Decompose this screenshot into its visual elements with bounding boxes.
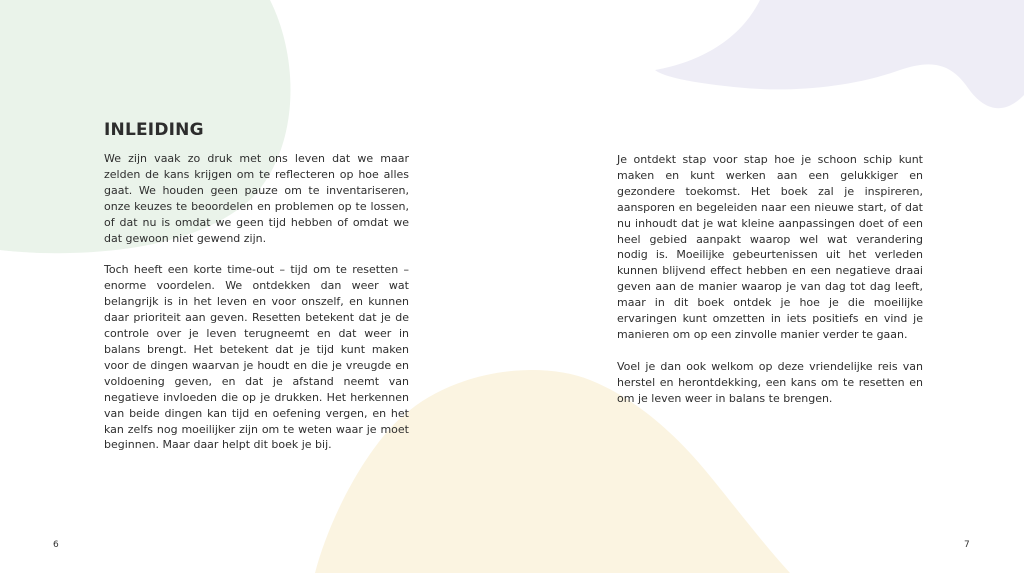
paragraph: Voel je dan ook welkom op deze vriendelijke reis van herstel en herontdekking, een kans om te resetten en om je leven weer in balans te brengen. bbox=[617, 359, 923, 405]
right-page bbox=[512, 0, 1024, 573]
paragraph: Je ontdekt stap voor stap hoe je schoon schip kunt maken en kunt werken aan een gelukkiger en gezondere toekomst. Het boek zal je inspireren, aansporen en begeleiden naar een nieuwe start, of dat nu inhoudt dat je wat kleine aanpassingen doet of een heel gebied aanpakt waarop wel wat verandering nodig is. Moeilijke gebeurtenissen uit het verleden kunnen blijvend effect hebben en een negatieve draai geven aan de manier waarop je van dag tot dag leeft, maar in dit boek ontdek je hoe je die moeilijke ervaringen kunt omzetten in iets positiefs en vind je manieren om op een zinvolle manier verder te gaan. bbox=[617, 153, 923, 341]
page-number-right: 7 bbox=[964, 540, 970, 550]
paragraph: Toch heeft een korte time-out – tijd om te resetten – enorme voordelen. We ontdekken dan weer wat belangrijk is in het leven en voor onszelf, en kunnen daar prioriteit aan geven. Resetten betekent dat je de controle over je leven terugneemt en dat weer in balans brengt. Het betekent dat je tijd kunt maken voor de dingen waarvan je houdt en die je vreugde en voldoening geven, en dat je afstand neemt van negatieve invloeden die op je drukken. Het herkennen van beide dingen kan tijd en oefening vergen, en het kan zelfs nog moeilijker zijn om te weten waar je moet beginnen. Maar daar helpt dit boek je bij. bbox=[104, 263, 409, 452]
page-number-left: 6 bbox=[53, 540, 59, 550]
page-heading: INLEIDING bbox=[104, 120, 204, 140]
paragraph: We zijn vaak zo druk met ons leven dat we maar zelden de kans krijgen om te reflecteren op hoe alles gaat. We houden geen pauze om te inventariseren, onze keuzes te beoordelen en problemen op te lossen, of dat nu is omdat we geen tijd hebben of omdat we dat gewoon niet gewend zijn. bbox=[104, 152, 409, 245]
right-text-column bbox=[617, 152, 923, 423]
left-text-column bbox=[104, 151, 409, 469]
